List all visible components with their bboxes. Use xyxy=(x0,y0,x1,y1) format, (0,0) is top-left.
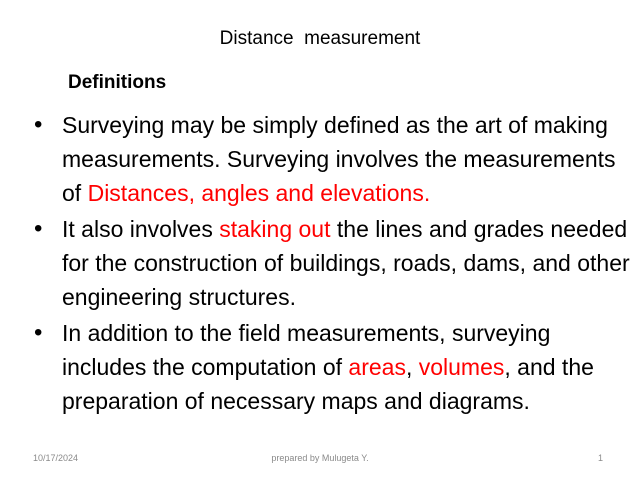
bullet-text-segment: , xyxy=(405,354,419,380)
bullet-text-segment: In addition to the field measurements, surveying includes the computation of xyxy=(62,320,551,380)
highlighted-text-segment: staking out xyxy=(219,216,331,242)
highlighted-text-segment: volumes xyxy=(418,354,505,380)
bullet-text-segment: , and the preparation of necessary maps and diagrams. xyxy=(62,354,594,414)
bullet-item xyxy=(34,108,630,210)
slide-subtitle: Definitions xyxy=(68,72,167,93)
bullet-icon: • xyxy=(34,111,43,138)
slide-title: Distance measurement xyxy=(219,28,421,49)
bullet-item xyxy=(34,212,630,314)
bullet-text xyxy=(62,216,630,310)
bullet-text-segment: It also involves xyxy=(62,216,220,242)
bullet-text-segment: the lines and grades needed for the construction of buildings, roads, dams, and other engineering structures. xyxy=(62,216,630,310)
bullet-item xyxy=(34,316,630,418)
bullet-icon: • xyxy=(34,319,43,346)
bullet-list xyxy=(34,108,630,420)
bullet-text-segment: Surveying may be simply defined as the art of making measurements. Surveying involves the measurements of xyxy=(62,112,616,206)
highlighted-text-segment: Distances, angles and elevations. xyxy=(87,180,431,206)
bullet-text xyxy=(62,112,616,206)
footer-page-number: 1 xyxy=(597,453,603,463)
bullet-text xyxy=(62,320,594,414)
bullet-icon: • xyxy=(34,215,43,242)
footer-date: 10/17/2024 xyxy=(33,453,79,463)
footer-author: prepared by Mulugeta Y. xyxy=(271,453,369,463)
highlighted-text-segment: areas xyxy=(348,354,406,380)
